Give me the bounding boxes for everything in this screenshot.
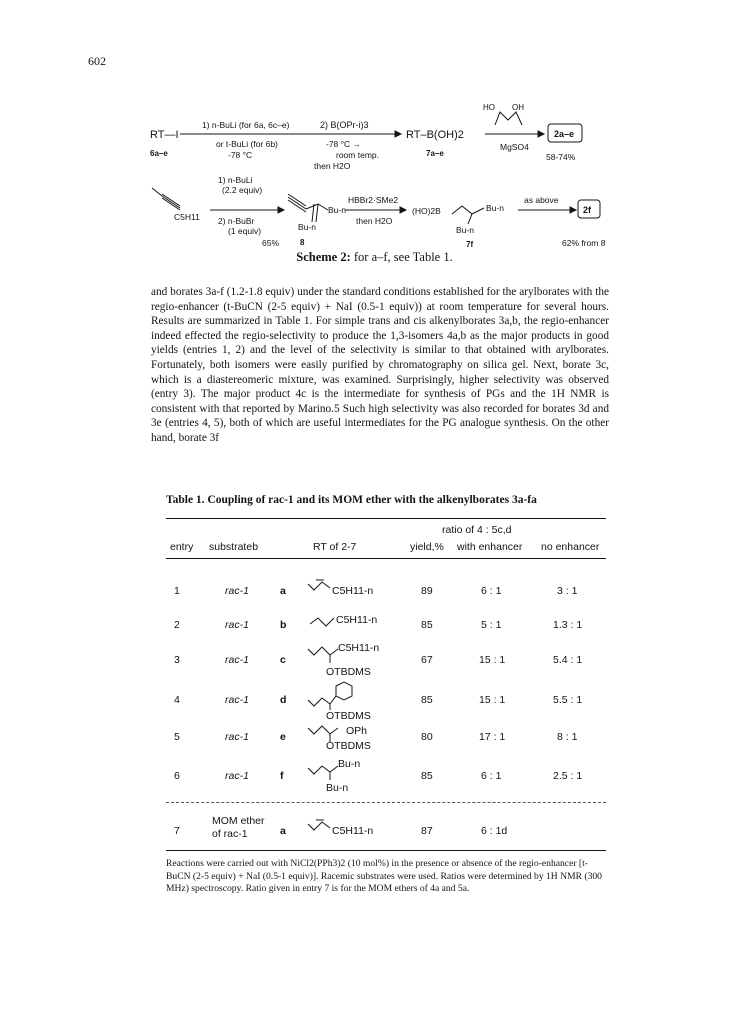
scheme-r2-line3: 2) n-BuBr — [218, 216, 255, 226]
entry-2: 2 — [174, 619, 180, 631]
scheme-boronic-acid-label: 7a–e — [426, 149, 444, 158]
scheme-step1-line2: or t-BuLi (for 6b) — [216, 139, 278, 149]
scheme-hb-reagent: HBBr2·SMe2 — [348, 195, 399, 205]
with-enhancer-6: 6 : 1 — [481, 770, 502, 782]
no-enhancer-5: 8 : 1 — [557, 731, 578, 743]
substrate-4: rac-1 — [225, 694, 249, 706]
ratio-header: ratio of 4 : 5c,d — [442, 524, 512, 536]
letter-6: f — [280, 770, 284, 782]
rt-1: C5H11-n — [332, 585, 374, 597]
scheme-caption — [0, 250, 749, 265]
yield-7: 87 — [421, 825, 433, 837]
scheme-product-f-box: 2f — [583, 205, 592, 215]
scheme-step2-line3: room temp. — [336, 150, 379, 160]
header-substrate: substrateb — [209, 541, 259, 553]
table-footnotes — [166, 858, 606, 896]
yield-3: 67 — [421, 654, 433, 666]
scheme-compound8-label: 8 — [300, 238, 305, 247]
yield-6: 85 — [421, 770, 433, 782]
scheme-r2-yield: 65% — [262, 238, 280, 248]
substrate-7-line1: MOM ether — [212, 815, 265, 827]
header-yield: yield,% — [410, 541, 444, 553]
scheme-product-f-yield: 62% from 8 — [562, 238, 606, 248]
scheme-diol-oh: OH — [512, 103, 524, 112]
entry-3: 3 — [174, 654, 180, 666]
body-paragraph: and borates 3a-f (1.2-1.8 equiv) under the standard conditions established for the arylborates with the regio-enhancer (t-BuCN (2-5 equiv) + NaI (0.5-1 equiv)) at room temperature for several hours. Results are summarized in Table 1. For simple trans and cis alkenylborates 3a,b, the regio-enhancer indeed effected the regio-selectivity to produce the 1,3-isomers 4a,b as the major products in good yields (entries 1, 2) and the level of the selectivity is similar to that obtained with arylborates. Fortunately, both isomers were easily purified by chromatography on silica gel. Next, borate 3c, which is a diastereomeric mixture, was examined. Surprisingly, higher selectivity was observed (entry 3). The major product 4c is the intermediate for synthesis of PGs and the 1H NMR is consistent with that reported by Marino.5 Such high selectivity was also recorded for borates 3d and 3e (entries 4, 5), both of which are useful intermediates for the PG analogue synthesis. On the other hand, borate 3f — [151, 286, 609, 444]
scheme-yield-range: 58-74% — [546, 152, 576, 162]
letter-5: e — [280, 731, 286, 743]
scheme-step2-line4: then H2O — [314, 161, 351, 171]
substrate-5: rac-1 — [225, 731, 249, 743]
rt-structure-4 — [306, 678, 366, 708]
header-with-enhancer: with enhancer — [457, 541, 523, 553]
footnote-d: Ratio given in entry 7 is for the MOM ethers of 4a and 5a. — [245, 883, 470, 895]
entry-1: 1 — [174, 585, 180, 597]
with-enhancer-1: 6 : 1 — [481, 585, 502, 597]
scheme-reactant-label: 6a–e — [150, 149, 168, 158]
letter-1: a — [280, 585, 286, 597]
scheme-diol-ho: HO — [483, 103, 495, 112]
page-number: 602 — [88, 54, 106, 68]
footnote-a: Reactions were carried out with NiCl2(PPh3)2 (10 mol%) in the presence or absence of the regio-enhancer [t-BuCN (2-5 equiv) + NaI (0.5-1 equiv)]. — [166, 858, 588, 882]
scheme-boronic-f-bu1: Bu-n — [486, 203, 504, 213]
yield-4: 85 — [421, 694, 433, 706]
header-no-enhancer: no enhancer — [541, 541, 600, 553]
body-text — [151, 285, 609, 446]
substrate-2: rac-1 — [225, 619, 249, 631]
yield-5: 80 — [421, 731, 433, 743]
no-enhancer-1: 3 : 1 — [557, 585, 578, 597]
header-rt: RT of 2-7 — [313, 541, 357, 553]
table-bottom-rule — [166, 850, 606, 851]
scheme-product-box: 2a–e — [554, 129, 575, 139]
scheme-r2-line1: 1) n-BuLi — [218, 175, 253, 185]
letter-2: b — [280, 619, 287, 631]
scheme-boronic-f-label: 7f — [466, 240, 474, 249]
entry-5: 5 — [174, 731, 180, 743]
yield-1: 89 — [421, 585, 433, 597]
letter-7: a — [280, 825, 286, 837]
scheme-boronic-f-bu2: Bu-n — [456, 225, 474, 235]
with-enhancer-2: 5 : 1 — [481, 619, 502, 631]
no-enhancer-3: 5.4 : 1 — [553, 654, 583, 666]
rt-3: C5H11-n — [338, 642, 380, 654]
letter-3: c — [280, 654, 286, 666]
scheme-r2-line4: (1 equiv) — [228, 226, 262, 236]
with-enhancer-3: 15 : 1 — [479, 654, 506, 666]
scheme-alkyne-substituent: C5H11 — [174, 212, 200, 222]
scheme-step1-line3: -78 °C — [228, 150, 253, 160]
scheme-compound8-bu2: Bu-n — [298, 222, 316, 232]
substrate-7-line2: of rac-1 — [212, 828, 248, 840]
scheme-step2-line1: 2) B(OPr-i)3 — [320, 120, 369, 130]
rt-7: C5H11-n — [332, 825, 374, 837]
table-top-rule — [166, 518, 606, 519]
footnote-b: Racemic substrates were used. — [320, 870, 439, 882]
table-title: Table 1. Coupling of rac-1 and its MOM ether with the alkenylborates 3a-fa — [166, 494, 537, 506]
no-enhancer-2: 1.3 : 1 — [553, 619, 583, 631]
scheme-mgso4: MgSO4 — [500, 142, 529, 152]
rt-5: OPh — [346, 725, 368, 737]
no-enhancer-6: 2.5 : 1 — [553, 770, 583, 782]
table-dashed-divider — [166, 802, 606, 803]
footnote-c: Ratios were determined by 1H NMR (300 MHz) spectroscopy. — [166, 870, 602, 895]
letter-4: d — [280, 694, 287, 706]
scheme-caption-text: for a–f, see Table 1. — [350, 250, 453, 264]
entry-6: 6 — [174, 770, 180, 782]
scheme-boronic-f-prefix: (HO)2B — [412, 206, 441, 216]
yield-2: 85 — [421, 619, 433, 631]
scheme-r2-line2: (2.2 equiv) — [222, 185, 263, 195]
entry-7: 7 — [174, 825, 180, 837]
with-enhancer-7: 6 : 1d — [481, 825, 508, 837]
rt-2: C5H11-n — [336, 614, 378, 626]
substrate-6: rac-1 — [225, 770, 249, 782]
scheme-reactant: RT—I — [150, 129, 179, 141]
scheme-boronic-acid: RT–B(OH)2 — [406, 129, 464, 141]
scheme-as-above: as above — [524, 195, 559, 205]
rt-5-sub: OTBDMS — [326, 740, 371, 752]
rt-6: Bu-n — [338, 758, 361, 770]
table-header-rule — [166, 558, 606, 559]
scheme-caption-label: Scheme 2: — [296, 250, 351, 264]
entry-4: 4 — [174, 694, 180, 706]
scheme-hb-then: then H2O — [356, 216, 393, 226]
no-enhancer-4: 5.5 : 1 — [553, 694, 583, 706]
with-enhancer-5: 17 : 1 — [479, 731, 506, 743]
header-entry: entry — [170, 541, 194, 553]
scheme-step2-line2: -78 °C → — [326, 139, 362, 149]
scheme-compound8-bu1: Bu-n — [328, 205, 346, 215]
substrate-1: rac-1 — [225, 585, 249, 597]
scheme-step1-line1: 1) n-BuLi (for 6a, 6c–e) — [202, 120, 290, 130]
rt-6-sub: Bu-n — [326, 782, 349, 794]
rt-3-sub: OTBDMS — [326, 666, 371, 678]
with-enhancer-4: 15 : 1 — [479, 694, 506, 706]
rt-4-sub: OTBDMS — [326, 710, 371, 722]
substrate-3: rac-1 — [225, 654, 249, 666]
